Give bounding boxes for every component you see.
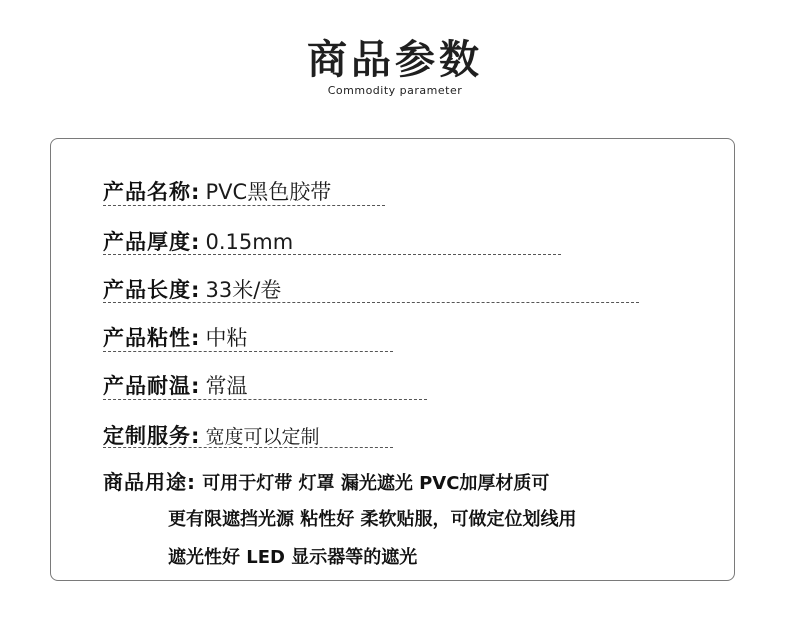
spec-row-adhesion: [103, 322, 248, 352]
spec-value: 常温: [205, 374, 248, 398]
dashed-underline: [103, 205, 385, 206]
dashed-underline: [103, 351, 393, 352]
dashed-underline: [103, 254, 561, 255]
dashed-underline: [103, 447, 393, 448]
spec-row-name: [103, 176, 331, 206]
spec-value: 33米/卷: [205, 278, 282, 302]
usage-line: 可用于灯带 灯罩 漏光遮光 PVC加厚材质可: [202, 473, 550, 494]
spec-value: 中粘: [205, 326, 248, 350]
spec-label: 产品耐温:: [103, 374, 201, 398]
spec-label: 产品长度:: [103, 278, 201, 302]
spec-value: 0.15mm: [205, 230, 294, 254]
spec-label: 产品粘性:: [103, 326, 201, 350]
spec-value: PVC黑色胶带: [205, 180, 332, 204]
spec-row-temperature: [103, 370, 248, 400]
spec-row-thickness: [103, 226, 293, 256]
usage-row: [103, 466, 549, 495]
spec-value: 宽度可以: [205, 426, 282, 448]
spec-label: 产品名称:: [103, 180, 201, 204]
spec-label: 定制服务:: [103, 424, 201, 448]
usage-line: 更有限遮挡光源 粘性好 柔软贴服，可做定位划线用: [168, 509, 577, 530]
page-title: 商品参数: [307, 37, 483, 83]
usage-label: 商品用途:: [103, 470, 196, 494]
dashed-underline: [103, 302, 639, 303]
spec-value-highlight: 定制: [281, 426, 320, 448]
page-subtitle: Commodity parameter: [327, 84, 463, 97]
usage-line: 遮光性好 LED 显示器等的遮光: [168, 547, 418, 568]
spec-row-custom-service: [103, 420, 320, 450]
dashed-underline: [103, 399, 427, 400]
spec-row-length: [103, 274, 281, 304]
spec-label: 产品厚度:: [103, 230, 201, 254]
